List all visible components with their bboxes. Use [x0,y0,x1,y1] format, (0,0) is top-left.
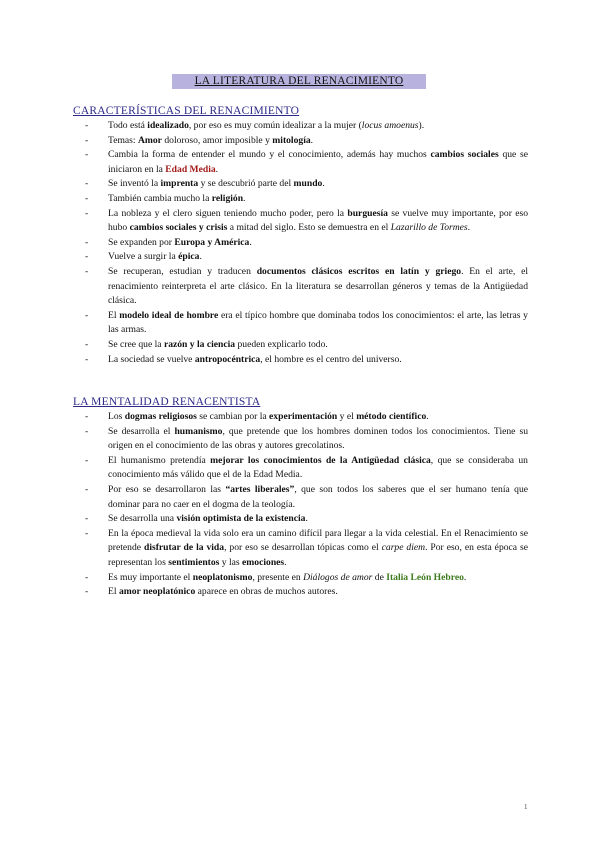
list-item: - Es muy importante el neoplatonismo, presente en Diálogos de amor de Italia León Hebreo. [73,571,528,586]
list-item: - Los dogmas religiosos se cambian por la experimentación y el método científico. [73,410,528,425]
list-item: - Por eso se desarrollaron las “artes liberales”, que son todos los saberes que el ser humano tenía que dominar para no caer en el dogma de la teología. [73,483,528,512]
list-item: - Se desarrolla el humanismo, que pretende que los hombres dominen todos los conocimientos. Tiene su origen en el conocimiento de las obras y autores grecolatinos. [73,425,528,454]
list-caracteristicas [73,119,528,367]
list-item: - Se expanden por Europa y América. [73,236,528,251]
list-item: - Se inventó la imprenta y se descubrió parte del mundo. [73,177,528,192]
list-item: - El humanismo pretendía mejorar los conocimientos de la Antigüedad clásica, que se consideraba un conocimiento más válido que el de la Edad Media. [73,454,528,483]
list-item: - Todo está idealizado, por eso es muy común idealizar a la mujer (locus amoenus). [73,119,528,134]
section-heading-caracteristicas: CARACTERÍSTICAS DEL RENACIMIENTO [73,105,300,117]
section-heading-mentalidad: LA MENTALIDAD RENACENTISTA [73,396,261,408]
list-item: - Temas: Amor doloroso, amor imposible y mitología. [73,134,528,149]
list-mentalidad [73,410,528,600]
list-item: - La sociedad se vuelve antropocéntrica, el hombre es el centro del universo. [73,353,528,368]
list-item: - El amor neoplatónico aparece en obras de muchos autores. [73,585,528,600]
page-number: 1 [524,803,528,811]
list-item: - Cambia la forma de entender el mundo y el conocimiento, además hay muchos cambios sociales que se iniciaron en la Edad Media. [73,148,528,177]
list-item: - Se desarrolla una visión optimista de la existencia. [73,512,528,527]
list-item: - En la época medieval la vida solo era un camino difícil para llegar a la vida celestial. En el Renacimiento se pretende disfrutar de la vida, por eso se desarrollan tópicas como el carpe diem. Por eso, en esta época se representan los sentimientos y las emociones. [73,527,528,571]
list-item: - Se cree que la razón y la ciencia pueden explicarlo todo. [73,338,528,353]
list-item: - La nobleza y el clero siguen teniendo mucho poder, pero la burguesía se vuelve muy importante, por eso hubo cambios sociales y crisis a mitad del siglo. Esto se demuestra en el Lazarillo de Tormes. [73,207,528,236]
page-title: LA LITERATURA DEL RENACIMIENTO [172,74,426,89]
list-item: - Se recuperan, estudian y traducen documentos clásicos escritos en latín y griego. En el arte, el renacimiento reinterpreta el arte clásico. En la literatura se desarrollan géneros y temas de la Antigüedad clásica. [73,265,528,309]
list-item: - El modelo ideal de hombre era el típico hombre que dominaba todos los conocimientos: el arte, las letras y las armas. [73,309,528,338]
list-item: - También cambia mucho la religión. [73,192,528,207]
list-item: - Vuelve a surgir la épica. [73,250,528,265]
